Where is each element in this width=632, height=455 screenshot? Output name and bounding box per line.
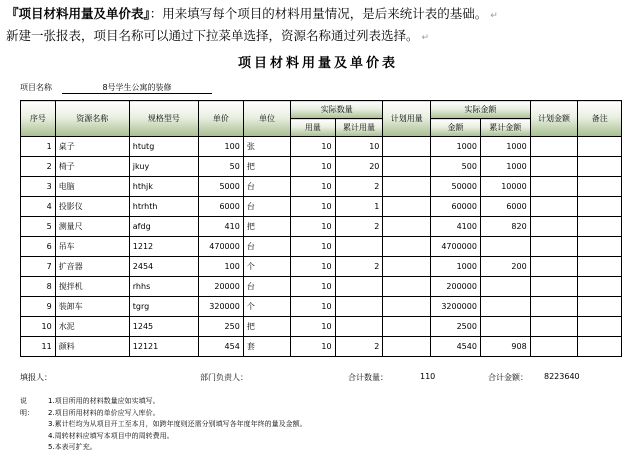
cell-cum-qty[interactable]: 10 [335,137,383,157]
cell-cum-amount[interactable]: 6000 [480,197,530,217]
cell-unit[interactable]: 台 [243,237,290,257]
cell-name[interactable]: 桌子 [55,137,129,157]
cell-qty[interactable]: 10 [291,157,335,177]
cell-planned-amt[interactable] [530,317,578,337]
cell-amount[interactable]: 4100 [431,217,481,237]
header-qty: 用量 [291,119,335,137]
cell-cum-qty[interactable] [335,297,383,317]
cell-name[interactable]: 电脑 [55,177,129,197]
cell-name[interactable]: 椅子 [55,157,129,177]
table-row [21,217,622,237]
total-amt-label: 合计金额： [488,373,528,382]
cell-model[interactable]: hthjk [129,177,198,197]
intro-text [6,4,626,48]
cell-amount[interactable]: 60000 [431,197,481,217]
cell-planned-qty[interactable] [383,337,431,357]
cell-amount[interactable]: 200000 [431,277,481,297]
intro-desc-1: ：用来填写每个项目的材料用量情况，是后来统计表的基础。 [149,6,488,21]
filler-label: 填报人： [20,373,52,382]
header-price: 单价 [199,101,244,137]
cell-model[interactable]: htrhth [129,197,198,217]
cell-remark[interactable] [578,337,622,357]
cell-planned-qty[interactable] [383,257,431,277]
cell-amount[interactable]: 2500 [431,317,481,337]
total-amt-value: 8223640 [544,372,580,381]
cell-planned-qty[interactable] [383,197,431,217]
cell-model[interactable]: 1245 [129,317,198,337]
table-row [21,317,622,337]
cell-seq: 5 [21,217,56,237]
cell-planned-qty[interactable] [383,297,431,317]
cell-model[interactable]: tgrg [129,297,198,317]
cell-qty[interactable]: 10 [291,177,335,197]
header-cum-amount: 累计金额 [480,119,530,137]
note-item: 4.周转材料应填写本项目中的周转费用。 [48,431,174,440]
cell-unit[interactable]: 把 [243,217,290,237]
header-actual-qty: 实际数量 [291,101,383,119]
cell-planned-amt[interactable] [530,297,578,317]
cell-unit[interactable]: 把 [243,157,290,177]
cell-unit[interactable]: 套 [243,337,290,357]
cell-seq: 4 [21,197,56,217]
cell-amount[interactable]: 3200000 [431,297,481,317]
cell-planned-amt[interactable] [530,337,578,357]
note-item: 1.项目所用的材料数量应如实填写。 [48,397,160,405]
cell-cum-amount[interactable] [480,297,530,317]
cell-seq: 3 [21,177,56,197]
table-row [21,237,622,257]
dept-head-label: 部门负责人： [200,373,248,382]
table-row [21,297,622,317]
project-label: 项目名称 [20,83,52,92]
cell-model[interactable]: htutg [129,137,198,157]
note-item: 2.项目所用材料的单价应写入库价。 [48,408,160,417]
cell-seq: 11 [21,337,56,357]
cell-planned-amt[interactable] [530,277,578,297]
header-actual-amt: 实际金额 [431,101,531,119]
cell-qty[interactable]: 10 [291,197,335,217]
intro-title: 『项目材料用量及单价表』 [6,6,150,21]
cell-price[interactable]: 320000 [199,297,244,317]
paragraph-mark-icon: ↵ [421,33,430,43]
cell-remark[interactable] [578,137,622,157]
cell-remark[interactable] [578,177,622,197]
cell-unit[interactable]: 台 [243,177,290,197]
cell-remark[interactable] [578,317,622,337]
cell-unit[interactable]: 台 [243,277,290,297]
cell-seq: 8 [21,277,56,297]
cell-planned-amt[interactable] [530,197,578,217]
cell-cum-amount[interactable] [480,317,530,337]
note-item: 3.累计栏均为从项目开工至本月，如跨年度则还需分别填写各年度年终的量及金额。 [48,420,307,428]
cell-seq: 1 [21,137,56,157]
project-select[interactable]: 8号学生公寓的装修 [62,82,212,94]
cell-name[interactable]: 装卸车 [55,297,129,317]
cell-name[interactable]: 水泥 [55,317,129,337]
cell-qty[interactable]: 10 [291,337,335,357]
cell-amount[interactable]: 1000 [431,257,481,277]
material-table [20,100,622,357]
notes-list [48,396,448,454]
cell-cum-amount[interactable]: 1000 [480,157,530,177]
cell-unit[interactable]: 把 [243,317,290,337]
cell-planned-amt[interactable] [530,237,578,257]
cell-planned-qty[interactable] [383,237,431,257]
cell-model[interactable]: 12121 [129,337,198,357]
cell-planned-qty[interactable] [383,217,431,237]
header-planned-qty: 计划用量 [383,101,431,137]
cell-price[interactable]: 410 [199,217,244,237]
cell-cum-amount[interactable] [480,237,530,257]
cell-remark[interactable] [578,217,622,237]
table-row [21,277,622,297]
cell-seq: 9 [21,297,56,317]
cell-name[interactable]: 投影仪 [55,197,129,217]
cell-planned-amt[interactable] [530,157,578,177]
cell-seq: 6 [21,237,56,257]
cell-cum-qty[interactable] [335,277,383,297]
cell-cum-qty[interactable]: 2 [335,177,383,197]
cell-cum-amount[interactable]: 10000 [480,177,530,197]
cell-model[interactable]: 2454 [129,257,198,277]
cell-price[interactable]: 50 [199,157,244,177]
cell-price[interactable]: 454 [199,337,244,357]
intro-desc-2: 新建一张报表，项目名称可以通过下拉菜单选择，资源名称通过列表选择。 [6,28,419,43]
note-item: 5.本表可扩充。 [48,443,97,451]
cell-unit[interactable]: 个 [243,297,290,317]
cell-name[interactable]: 测量尺 [55,217,129,237]
header-cum-qty: 累计用量 [335,119,383,137]
table-row [21,337,622,357]
cell-cum-qty[interactable]: 2 [335,217,383,237]
table-row [21,197,622,217]
cell-cum-amount[interactable]: 820 [480,217,530,237]
cell-price[interactable]: 100 [199,137,244,157]
cell-price[interactable]: 5000 [199,177,244,197]
table-row [21,157,622,177]
cell-qty[interactable]: 10 [291,317,335,337]
cell-planned-qty[interactable] [383,157,431,177]
cell-cum-amount[interactable]: 200 [480,257,530,277]
cell-remark[interactable] [578,277,622,297]
cell-amount[interactable]: 500 [431,157,481,177]
cell-model[interactable]: rhhs [129,277,198,297]
cell-name[interactable]: 搅拌机 [55,277,129,297]
cell-cum-qty[interactable]: 2 [335,337,383,357]
cell-qty[interactable]: 10 [291,257,335,277]
header-seq: 序号 [21,101,56,137]
cell-seq: 7 [21,257,56,277]
material-sheet [14,52,622,450]
cell-price[interactable]: 470000 [199,237,244,257]
cell-cum-qty[interactable] [335,317,383,337]
cell-remark[interactable] [578,237,622,257]
cell-remark[interactable] [578,157,622,177]
intro-line-2 [6,26,626,48]
table-row [21,137,622,157]
cell-amount[interactable]: 4540 [431,337,481,357]
header-planned-amt: 计划金额 [530,101,578,137]
header-name: 资源名称 [55,101,129,137]
cell-unit[interactable]: 张 [243,137,290,157]
header-remark: 备注 [578,101,622,137]
cell-cum-amount[interactable]: 1000 [480,137,530,157]
cell-cum-qty[interactable]: 2 [335,257,383,277]
cell-planned-amt[interactable] [530,137,578,157]
cell-cum-amount[interactable]: 908 [480,337,530,357]
cell-amount[interactable]: 4700000 [431,237,481,257]
cell-planned-amt[interactable] [530,217,578,237]
cell-planned-qty[interactable] [383,177,431,197]
cell-qty[interactable]: 10 [291,237,335,257]
cell-unit[interactable]: 台 [243,197,290,217]
cell-planned-qty[interactable] [383,277,431,297]
cell-model[interactable]: 1212 [129,237,198,257]
cell-qty[interactable]: 10 [291,297,335,317]
cell-price[interactable]: 20000 [199,277,244,297]
cell-planned-qty[interactable] [383,137,431,157]
cell-planned-amt[interactable] [530,177,578,197]
header-unit: 单位 [243,101,290,137]
cell-cum-qty[interactable] [335,237,383,257]
cell-price[interactable]: 100 [199,257,244,277]
cell-name[interactable]: 扩音器 [55,257,129,277]
paragraph-mark-icon: ↵ [490,11,498,21]
cell-qty[interactable]: 10 [291,217,335,237]
notes-label: 说明： [20,397,34,417]
cell-remark[interactable] [578,257,622,277]
cell-amount[interactable]: 1000 [431,137,481,157]
cell-planned-qty[interactable] [383,317,431,337]
table-row [21,257,622,277]
cell-qty[interactable]: 10 [291,277,335,297]
sheet-title: 项目材料用量及单价表 [237,56,398,71]
cell-seq: 2 [21,157,56,177]
total-qty-value: 110 [420,372,436,381]
cell-cum-amount[interactable] [480,277,530,297]
cell-seq: 10 [21,317,56,337]
cell-unit[interactable]: 个 [243,257,290,277]
cell-model[interactable]: jkuy [129,157,198,177]
intro-line-1 [6,4,626,26]
cell-name[interactable]: 颜料 [55,337,129,357]
cell-price[interactable]: 6000 [199,197,244,217]
cell-remark[interactable] [578,297,622,317]
cell-name[interactable]: 吊车 [55,237,129,257]
cell-model[interactable]: afdg [129,217,198,237]
cell-remark[interactable] [578,197,622,217]
cell-qty[interactable]: 10 [291,137,335,157]
table-row [21,177,622,197]
total-qty-label: 合计数量： [348,373,388,382]
cell-cum-qty[interactable]: 1 [335,197,383,217]
header-amount: 金额 [431,119,481,137]
cell-amount[interactable]: 50000 [431,177,481,197]
cell-cum-qty[interactable]: 20 [335,157,383,177]
project-field [20,82,212,94]
cell-planned-amt[interactable] [530,257,578,277]
header-model: 规格型号 [129,101,198,137]
cell-price[interactable]: 250 [199,317,244,337]
